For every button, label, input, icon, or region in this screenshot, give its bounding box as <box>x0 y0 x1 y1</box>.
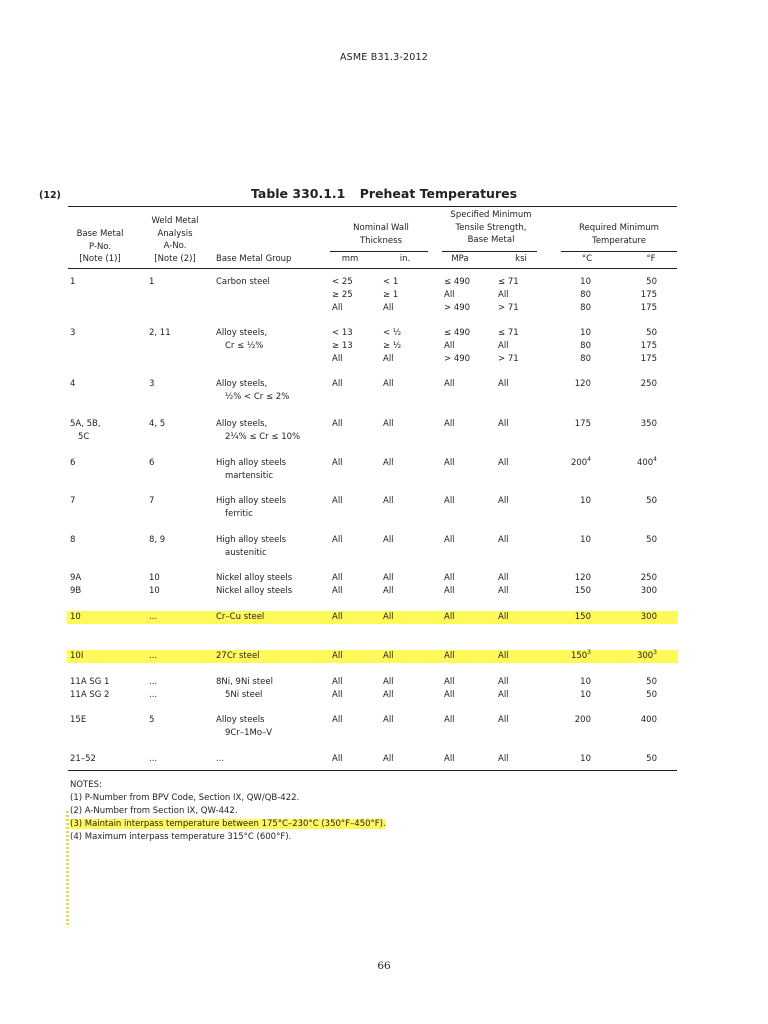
header-bottom-rule <box>68 268 677 269</box>
cell-mm: All <box>332 354 343 364</box>
cell-pno: 10I <box>70 651 84 661</box>
cell-pno: 8 <box>70 535 76 545</box>
cell-mm: All <box>332 458 343 468</box>
cell-mpa: All <box>444 651 455 661</box>
cell-fahrenheit: 175 <box>640 354 657 364</box>
cell-ksi: All <box>498 379 509 389</box>
cell-group: High alloy steels <box>216 458 287 468</box>
table-number: Table 330.1.1 <box>250 186 346 201</box>
cell-group: ½% < Cr ≤ 2% <box>225 392 290 402</box>
nominal-wall-rule <box>330 251 428 252</box>
table-title <box>0 186 768 201</box>
cell-mpa: ≤ 490 <box>444 328 471 338</box>
cell-mm: All <box>332 419 343 429</box>
header-line: Specified Minimum <box>450 210 532 220</box>
revision-mark: (12) <box>39 190 61 201</box>
header-line: P-No. <box>88 241 112 252</box>
page-number: 66 <box>377 960 391 972</box>
cell-pno: 1 <box>70 277 76 287</box>
cell-ksi: All <box>498 754 509 764</box>
cell-in: All <box>383 458 394 468</box>
cell-pno: 11A SG 2 <box>70 690 110 700</box>
cell-group: Alloy steels, <box>216 419 268 429</box>
cell-ano: 7 <box>149 496 155 506</box>
cell-fahrenheit: 50 <box>646 677 657 687</box>
cell-pno: 15E <box>70 715 87 725</box>
cell-in: All <box>383 303 394 313</box>
cell-in: All <box>383 612 394 622</box>
cell-mm: < 13 <box>332 328 353 338</box>
cell-pno: 10 <box>70 612 81 622</box>
cell-fahrenheit: 50 <box>646 277 657 287</box>
cell-mm: All <box>332 651 343 661</box>
cell-group: 27Cr steel <box>216 651 260 661</box>
header-line: [Note (1)] <box>79 254 121 264</box>
cell-mpa: All <box>444 419 455 429</box>
cell-in: All <box>383 715 394 725</box>
cell-celsius: 80 <box>580 290 591 300</box>
header-line: [Note (2)] <box>154 253 196 264</box>
cell-mm: All <box>332 677 343 687</box>
cell-group: ferritic <box>225 509 253 519</box>
cell-ano: ... <box>149 612 158 622</box>
cell-mm: All <box>332 496 343 506</box>
cell-pno: 5A, 5B, <box>70 419 101 429</box>
cell-ksi: All <box>498 651 509 661</box>
header-line: Thickness <box>359 235 402 246</box>
cell-ksi: All <box>498 586 509 596</box>
cell-ano: ... <box>149 690 158 700</box>
cell-ano: 4, 5 <box>149 419 166 429</box>
cell-mm: All <box>332 754 343 764</box>
cell-celsius: $150^3$ <box>570 649 591 661</box>
cell-group: 5Ni steel <box>225 690 263 700</box>
cell-in: ≥ ½ <box>383 341 402 351</box>
cell-ksi: ≤ 71 <box>498 328 519 338</box>
cell-fahrenheit: $300^3$ <box>636 649 657 661</box>
cell-ksi: All <box>498 612 509 622</box>
cell-mpa: All <box>444 496 455 506</box>
cell-mpa: All <box>444 379 455 389</box>
header-weld-metal <box>135 215 215 265</box>
unit-mm: mm <box>341 254 359 264</box>
cell-ksi: ≤ 71 <box>498 277 519 287</box>
cell-celsius: 10 <box>580 754 591 764</box>
cell-mm: < 25 <box>332 277 353 287</box>
note-item: (2) A-Number from Section IX, QW-442. <box>70 806 238 816</box>
cell-ano: ... <box>149 677 158 687</box>
cell-fahrenheit: 50 <box>646 754 657 764</box>
cell-pno: 21–52 <box>70 754 96 764</box>
cell-ksi: All <box>498 496 509 506</box>
header-required-temp <box>560 222 678 247</box>
cell-mpa: > 490 <box>444 354 471 364</box>
cell-ano: 10 <box>149 586 160 596</box>
note-item: (4) Maximum interpass temperature 315°C (600°F). <box>70 832 292 842</box>
cell-pno: 5C <box>78 432 90 442</box>
cell-group: Alloy steels, <box>216 328 268 338</box>
cell-celsius: 120 <box>574 573 591 583</box>
cell-mm: All <box>332 303 343 313</box>
cell-celsius: 80 <box>580 354 591 364</box>
cell-pno: 9B <box>70 586 82 596</box>
header-base-metal-group: Base Metal Group <box>216 254 292 264</box>
cell-ksi: > 71 <box>498 354 519 364</box>
cell-group: 8Ni, 9Ni steel <box>216 677 273 687</box>
cell-fahrenheit: $400^4$ <box>636 456 657 468</box>
cell-in: All <box>383 354 394 364</box>
cell-ksi: All <box>498 677 509 687</box>
cell-ano: 2, 11 <box>149 328 171 338</box>
cell-ksi: All <box>498 690 509 700</box>
cell-celsius: 200 <box>574 715 591 725</box>
cell-fahrenheit: 300 <box>640 612 657 622</box>
table-caption: Preheat Temperatures <box>359 186 518 201</box>
cell-fahrenheit: 400 <box>640 715 657 725</box>
cell-group: Alloy steels <box>216 715 265 725</box>
note-item: (1) P-Number from BPV Code, Section IX, QW/QB-422. <box>70 793 300 803</box>
header-line: A-No. <box>163 241 187 251</box>
unit-ksi: ksi <box>515 254 527 264</box>
cell-mm: All <box>332 586 343 596</box>
cell-pno: 4 <box>70 379 76 389</box>
cell-in: All <box>383 690 394 700</box>
cell-celsius: 80 <box>580 341 591 351</box>
cell-pno: 3 <box>70 328 76 338</box>
cell-mm: All <box>332 612 343 622</box>
cell-group: austenitic <box>225 548 267 558</box>
unit-fahrenheit: °F <box>646 254 656 264</box>
cell-fahrenheit: 350 <box>640 419 657 429</box>
cell-ksi: All <box>498 573 509 583</box>
cell-in: All <box>383 379 394 389</box>
cell-in: < ½ <box>383 328 402 338</box>
note-item: (3) Maintain interpass temperature between 175°C–230°C (350°F–450°F). <box>70 819 386 829</box>
cell-celsius: 10 <box>580 277 591 287</box>
cell-ano: ... <box>149 754 158 764</box>
cell-mpa: All <box>444 586 455 596</box>
cell-group: Carbon steel <box>216 277 270 287</box>
cell-ano: 6 <box>149 458 155 468</box>
cell-pno: 11A SG 1 <box>70 677 110 687</box>
cell-ano: ... <box>149 651 158 661</box>
cell-celsius: 10 <box>580 535 591 545</box>
cell-ksi: All <box>498 535 509 545</box>
header-line: Tensile Strength, <box>455 222 527 233</box>
header-line: Nominal Wall <box>353 223 409 233</box>
header-line: Base Metal <box>467 235 515 245</box>
cell-celsius: 10 <box>580 496 591 506</box>
cell-group: 2¼% ≤ Cr ≤ 10% <box>225 432 301 442</box>
unit-mpa: MPa <box>451 254 469 264</box>
cell-group: Cr–Cu steel <box>216 612 265 622</box>
cell-in: All <box>383 496 394 506</box>
cell-group: 9Cr–1Mo–V <box>225 728 273 738</box>
cell-celsius: $200^4$ <box>570 456 591 468</box>
cell-mpa: All <box>444 754 455 764</box>
cell-fahrenheit: 50 <box>646 496 657 506</box>
cell-celsius: 175 <box>574 419 591 429</box>
header-line: Analysis <box>157 228 193 239</box>
cell-group: Nickel alloy steels <box>216 573 293 583</box>
running-header: ASME B31.3-2012 <box>339 52 429 63</box>
cell-in: All <box>383 586 394 596</box>
cell-mpa: > 490 <box>444 303 471 313</box>
cell-mm: All <box>332 715 343 725</box>
cell-mpa: All <box>444 458 455 468</box>
cell-mm: ≥ 25 <box>332 290 353 300</box>
cell-group: High alloy steels <box>216 496 287 506</box>
cell-fahrenheit: 50 <box>646 535 657 545</box>
cell-celsius: 10 <box>580 690 591 700</box>
cell-fahrenheit: 250 <box>640 573 657 583</box>
cell-celsius: 120 <box>574 379 591 389</box>
cell-mm: ≥ 13 <box>332 341 353 351</box>
cell-mpa: All <box>444 612 455 622</box>
cell-fahrenheit: 250 <box>640 379 657 389</box>
cell-group: Cr ≤ ½% <box>225 341 264 351</box>
header-line: Required Minimum <box>579 223 659 233</box>
cell-mpa: All <box>444 290 455 300</box>
cell-ksi: All <box>498 715 509 725</box>
cell-celsius: 150 <box>574 612 591 622</box>
header-base-metal-pno <box>60 228 140 266</box>
table-top-rule <box>68 206 677 207</box>
cell-group: martensitic <box>225 471 274 481</box>
cell-celsius: 80 <box>580 303 591 313</box>
cell-celsius: 10 <box>580 328 591 338</box>
cell-group: High alloy steels <box>216 535 287 545</box>
cell-in: All <box>383 651 394 661</box>
cell-mm: All <box>332 573 343 583</box>
cell-in: All <box>383 677 394 687</box>
cell-in: All <box>383 419 394 429</box>
cell-mpa: All <box>444 690 455 700</box>
header-line: Base Metal <box>76 229 124 239</box>
cell-pno: 7 <box>70 496 76 506</box>
cell-mpa: All <box>444 535 455 545</box>
header-line: Weld Metal <box>151 216 199 226</box>
cell-mpa: All <box>444 341 455 351</box>
cell-ano: 1 <box>149 277 155 287</box>
cell-fahrenheit: 300 <box>640 586 657 596</box>
cell-ano: 5 <box>149 715 155 725</box>
cell-mpa: All <box>444 677 455 687</box>
cell-ksi: > 71 <box>498 303 519 313</box>
unit-in: in. <box>399 254 411 264</box>
cell-pno: 9A <box>70 573 82 583</box>
cell-group: ... <box>216 754 225 764</box>
cell-ksi: All <box>498 458 509 468</box>
notes-heading: NOTES: <box>70 780 102 790</box>
tensile-rule <box>442 251 537 252</box>
cell-celsius: 150 <box>574 586 591 596</box>
cell-ano: 10 <box>149 573 160 583</box>
cell-pno: 6 <box>70 458 76 468</box>
cell-ksi: All <box>498 290 509 300</box>
cell-ano: 8, 9 <box>149 535 166 545</box>
cell-group: Nickel alloy steels <box>216 586 293 596</box>
table-bottom-rule <box>68 770 677 771</box>
cell-fahrenheit: 50 <box>646 328 657 338</box>
cell-in: < 1 <box>383 277 399 287</box>
cell-mpa: All <box>444 573 455 583</box>
cell-group: Alloy steels, <box>216 379 268 389</box>
cell-mpa: ≤ 490 <box>444 277 471 287</box>
cell-mm: All <box>332 535 343 545</box>
margin-highlight-mark <box>66 811 69 925</box>
cell-fahrenheit: 175 <box>640 303 657 313</box>
header-nominal-wall <box>330 222 432 247</box>
cell-ksi: All <box>498 419 509 429</box>
cell-mpa: All <box>444 715 455 725</box>
cell-mm: All <box>332 379 343 389</box>
cell-in: ≥ 1 <box>383 290 399 300</box>
cell-in: All <box>383 535 394 545</box>
unit-celsius: °C <box>581 254 593 264</box>
cell-celsius: 10 <box>580 677 591 687</box>
cell-fahrenheit: 175 <box>640 341 657 351</box>
cell-fahrenheit: 175 <box>640 290 657 300</box>
cell-ano: 3 <box>149 379 155 389</box>
cell-fahrenheit: 50 <box>646 690 657 700</box>
cell-mm: All <box>332 690 343 700</box>
header-tensile <box>436 209 546 247</box>
header-line: Temperature <box>592 235 646 246</box>
temperature-rule <box>561 251 677 252</box>
cell-in: All <box>383 754 394 764</box>
cell-ksi: All <box>498 341 509 351</box>
cell-in: All <box>383 573 394 583</box>
